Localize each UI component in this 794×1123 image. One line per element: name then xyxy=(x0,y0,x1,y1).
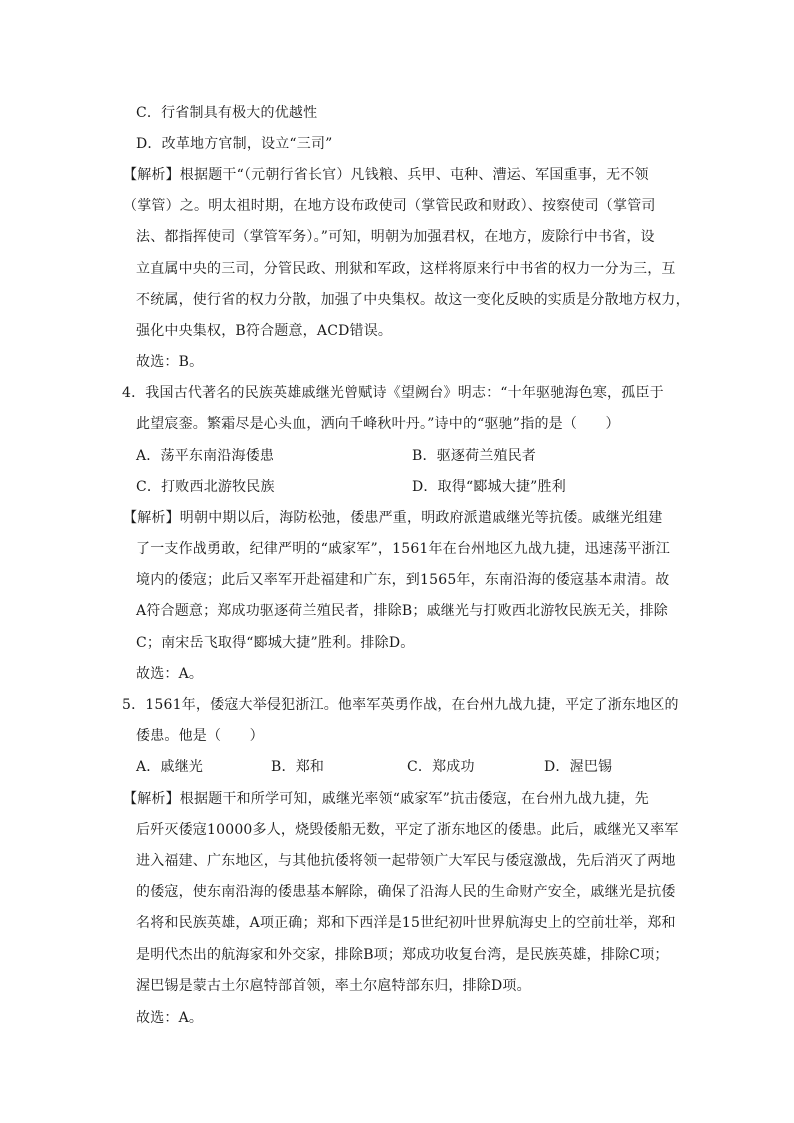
q3-analysis-line: 立直属中央的三司，分管民政、刑狱和军政，这样将原来行中书省的权力一分为三，互 xyxy=(136,261,676,277)
q3-analysis-line: 【解析】根据题干“（元朝行省长官）凡钱粮、兵甲、屯种、漕运、军国重事，无不领 xyxy=(123,167,649,183)
q3-option-c: C．行省制具有极大的优越性 xyxy=(136,105,318,121)
q4-stem-line: 4．我国古代著名的民族英雄戚继光曾赋诗《望阙台》明志：“十年驱驰海色寒，孤臣于 xyxy=(122,385,664,401)
q5-option-b: B．郑和 xyxy=(271,759,325,775)
q4-option-c: C．打败西北游牧民族 xyxy=(136,479,275,495)
q3-answer: 故选：B。 xyxy=(136,354,204,370)
q5-analysis-line: 的倭寇，使东南沿海的倭患基本解除，确保了沿海人民的生命财产安全，戚继光是抗倭 xyxy=(136,884,676,900)
q5-analysis-line: 进入福建、广东地区，与其他抗倭将领一起带领广大军民与倭寇激战，先后消灭了两地 xyxy=(136,853,676,869)
q4-stem-line: 此望宸銮。繁霜尽是心头血，洒向千峰秋叶丹。”诗中的“驱驰”指的是（ ） xyxy=(136,416,620,432)
q3-analysis-line: 法、都指挥使司（掌管军务）。”可知，明朝为加强君权，在地方，废除行中书省，设 xyxy=(136,229,655,245)
q5-analysis-line: 后歼灭倭寇10000多人，烧毁倭船无数，平定了浙东地区的倭患。此后，戚继光又率军 xyxy=(136,822,679,838)
q4-analysis-line: 境内的倭寇；此后又率军开赴福建和广东，到1565年，东南沿海的倭寇基本肃清。故 xyxy=(136,572,670,588)
q4-option-d: D．取得“郾城大捷”胜利 xyxy=(412,479,566,495)
q5-stem-line: 倭患。他是（ ） xyxy=(136,728,264,744)
q4-option-b: B．驱逐荷兰殖民者 xyxy=(412,448,537,464)
q4-answer: 故选：A。 xyxy=(136,666,204,682)
q3-analysis-line: 不统属，使行省的权力分散，加强了中央集权。故这一变化反映的实质是分散地方权力， xyxy=(136,292,690,308)
q3-option-d: D．改革地方官制，设立“三司” xyxy=(136,136,333,152)
q3-analysis-line: 强化中央集权，B符合题意，ACD错误。 xyxy=(136,323,393,339)
q4-analysis-line: A符合题意；郑成功驱逐荷兰殖民者，排除B；戚继光与打败西北游牧民族无关，排除 xyxy=(136,603,668,619)
q4-analysis-line: 【解析】明朝中期以后，海防松弛，倭患严重，明政府派遣戚继光等抗倭。戚继光组建 xyxy=(123,510,663,526)
q5-option-a: A．戚继光 xyxy=(136,759,204,775)
q5-option-c: C．郑成功 xyxy=(407,759,475,775)
q3-analysis-line: （掌管）之。明太祖时期，在地方设布政使司（掌管民政和财政）、按察使司（掌管司 xyxy=(123,198,656,214)
q5-analysis-line: 渥巴锡是蒙古土尔扈特部首领，率土尔扈特部东归，排除D项。 xyxy=(136,978,531,994)
q5-analysis-line: 是明代杰出的航海家和外交家，排除B项；郑成功收复台湾，是民族英雄，排除C项； xyxy=(136,947,669,963)
q4-analysis-line: C；南宋岳飞取得“郾城大捷”胜利。排除D。 xyxy=(136,635,415,651)
q4-option-a: A．荡平东南沿海倭患 xyxy=(136,448,275,464)
q5-analysis-line: 【解析】根据题干和所学可知，戚继光率领“戚家军”抗击倭寇，在台州九战九捷，先 xyxy=(123,791,649,807)
q4-analysis-line: 了一支作战勇敢，纪律严明的“戚家军”，1561年在台州地区九战九捷，迅速荡平浙江 xyxy=(136,541,670,557)
q5-option-d: D．渥巴锡 xyxy=(544,759,613,775)
q5-analysis-line: 名将和民族英雄，A项正确；郑和下西洋是15世纪初叶世界航海史上的空前壮举，郑和 xyxy=(136,915,676,931)
q5-answer: 故选：A。 xyxy=(136,1010,204,1026)
q5-stem-line: 5．1561年，倭寇大举侵犯浙江。他率军英勇作战，在台州九战九捷，平定了浙东地区的 xyxy=(122,697,679,713)
